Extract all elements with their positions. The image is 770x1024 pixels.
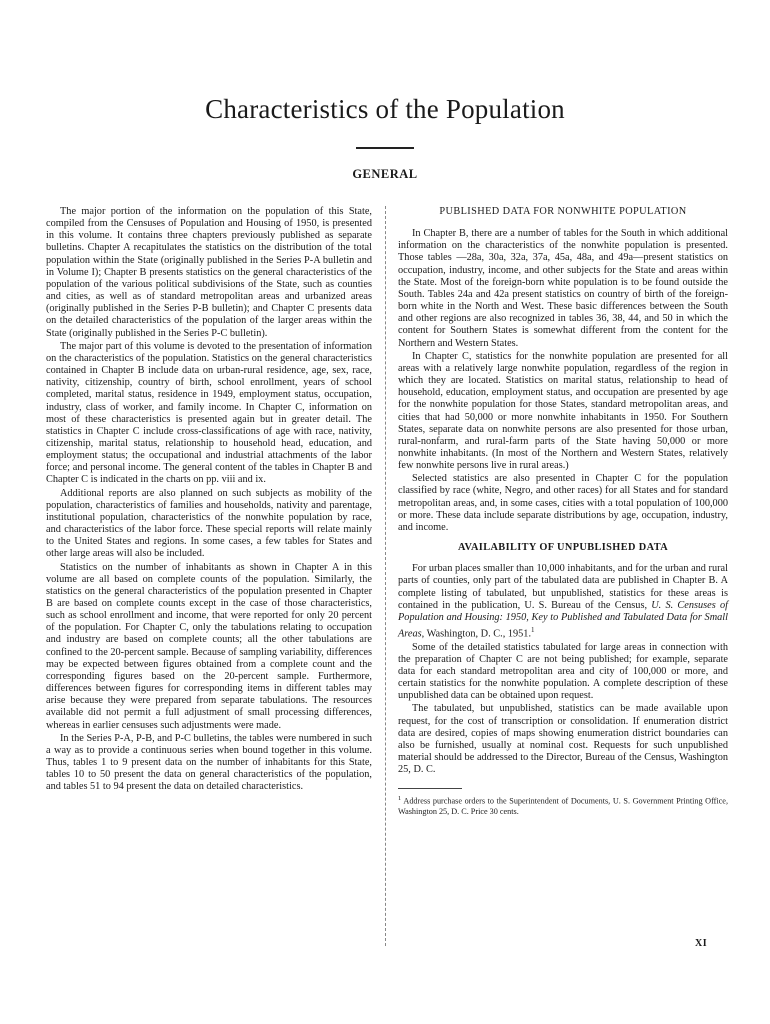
footnote: [398, 794, 728, 817]
title-rule: [356, 147, 414, 149]
paragraph-requests: The tabulated, but unpublished, statistics can be made available upon request, for the cost of transcription or consolidation. If enumeration district data are desired, copies of maps showing enumeration district boundaries can also be furnished, usually at nominal cost. Requests for such unpublished material should be addressed to the Director, Bureau of the Census, Washington 25, D. C.: [398, 703, 728, 776]
paragraph-chapter-b-nonwhite: In Chapter B, there are a number of tables for the South in which additional information on the characteristics of the nonwhite population is presented. Those tables —28a, 30a, 32a, 37a, 45a, 48a, and 49a—present statistics on occupation, industry, income, and other subjects for the State and areas within the State. Most of the foreign-born white population is to be found outside the South. Tables 24a and 42a present statistics on country of birth of the foreign-born white in the North and West. These basic differences between the South and other regions are also recognized in tables 36, 38, 44, and 50 in which the content for Southern States is somewhat different from the content for the Northern and Western States.: [398, 228, 728, 349]
footnote-rule: [398, 788, 462, 789]
small-areas-text: For urban places smaller than 10,000 inhabitants, and for the urban and rural parts of counties, only part of the tabulated data are published in Chapter B. A complete listing of tabulated, but unpublished, statistics for these areas is contained in the publication, U. S. Bureau of the Census,: [398, 563, 728, 611]
paragraph-table-numbering: In the Series P-A, P-B, and P-C bulletins, the tables were numbered in such a way as to provide a continuous series when bound together in this volume. Thus, tables 1 to 9 present data on the number of inhabitants for this State, tables 10 to 50 present the data on general characteristics of the population, and tables 51 to 94 present the data on detailed characteristics.: [46, 732, 372, 793]
heading-nonwhite-data: PUBLISHED DATA FOR NONWHITE POPULATION: [439, 206, 687, 217]
page-number: XI: [695, 938, 708, 949]
paragraph-statistics-basis: Statistics on the number of inhabitants as shown in Chapter A in this volume are all based on complete counts of the population. Similarly, the statistics on the general characteristics of the population presented in Chapter B are based on complete counts except in the case of those characteristics, such as school enrollment and income, that were reported for only 20 percent of the population. For Chapter C, only the tabulations relating to occupation and industry are based on complete counts; all the other tabulations are confined to the 20-percent sample. Because of sampling variability, differences may be expected between figures obtained from a complete count and the corresponding figures based on the 20-percent sample. Furthermore, differences between figures for corresponding items in different tables may arise because they were prepared from separate tabulations. The resources available did not permit a full adjustment of small processing differences, whereas in earlier censuses such adjustments were made.: [46, 561, 372, 731]
paragraph-small-areas: [398, 563, 728, 640]
page-title: Characteristics of the Population: [205, 94, 565, 124]
heading-unpublished-data: AVAILABILITY OF UNPUBLISHED DATA: [457, 542, 669, 554]
paragraph-race-statistics: Selected statistics are also presented in Chapter C for the population classified by race (white, Negro, and other races) for all States and for standard metropolitan areas, and, in some cases, cities with a total population of 100,000 or more. These data include separate distributions by age, occupation, industry, and income.: [398, 473, 728, 533]
paragraph-detailed-statistics: Some of the detailed statistics tabulated for large areas in connection with the preparation of Chapter C are not being published; for example, separate data for each standard metropolitan area and city of 100,000 or more, and certain statistics for the nonwhite population. A complete description of these unpublished data can be obtained upon request.: [398, 641, 728, 702]
paragraph-characteristics: The major part of this volume is devoted to the presentation of information on the characteristics of the population. Statistics on the general characteristics contained in Chapter B include data on urban-rural residence, age, sex, race, nativity, citizenship, country of birth, school enrollment, years of school completed, marital status, residence in 1949, employment status, occupation, industry, class of worker, and family income. In Chapter C, information on most of these characteristics is presented again but in greater detail. The statistics in Chapter C include cross-classifications of age with race, nativity, citizenship, marital status, relationship to household head, education, and employment status; the occupational and industrial attachments of the labor force; and personal income. The general content of the tables in Chapter B and Chapter C is indicated in the charts on pp. viii and ix.: [46, 340, 372, 486]
paragraph-chapter-c-nonwhite: In Chapter C, statistics for the nonwhite population are presented for all areas with a relatively large nonwhite population, regardless of the region in which they are located. Statistics on marital status, relationship to head of household, education, employment status, and occupation are presented by age for the nonwhite population for those States, standard metropolitan areas, and cities that had 50,000 or more nonwhite inhabitants in 1950. For Southern States, separate data on nonwhite persons are also presented for those urban, rural-nonfarm, and rural-farm parts of the State having 50,000 or more nonwhite inhabitants. (In most of the Northern and Western States, relatively few nonwhite persons live in rural areas.): [398, 350, 728, 472]
footnote-text: Address purchase orders to the Superintendent of Documents, U. S. Government Printing Office, Washington 25, D. C. Price 30 cents.: [398, 797, 728, 817]
footnote-mark: 1: [398, 795, 402, 803]
small-areas-text-end: , Washington, D. C., 1951.: [421, 628, 532, 640]
footnote-reference: 1: [531, 626, 535, 634]
right-column: [398, 206, 728, 817]
left-column: [46, 206, 372, 794]
paragraph-additional-reports: Additional reports are also planned on such subjects as mobility of the population, characteristics of families and households, nativity and parentage, institutional population, characteristics of the nonwhite population by race, and characteristics of the labor force. These special reports will relate mainly to the United States and regions. In some cases, a few tables for States and other large areas will also be included.: [46, 487, 372, 560]
column-divider: [385, 206, 386, 946]
publication-title: U. S. Censuses of Population and Housing: 1950, Key to Published and Tabulated Data for Small Areas: [398, 599, 728, 640]
section-heading-general: GENERAL: [352, 167, 418, 181]
paragraph-intro: The major portion of the information on the population of this State, compiled from the Censuses of Population and Housing of 1950, is presented in this volume. It contains three chapters previously published as separate bulletins. Chapter A recapitulates the statistics on the distribution of the total population within the State (originally published in the Series P-A bulletin and in Volume I); Chapter B presents statistics on the general characteristics of the population of the various political subdivisions of the State, such as counties and cities, as well as of standard metropolitan areas and urbanized areas (originally published in the Series P-B bulletin); and Chapter C presents data on the detailed characteristics of the population of the larger areas within the State (originally published in the Series P-C bulletin).: [46, 206, 372, 339]
